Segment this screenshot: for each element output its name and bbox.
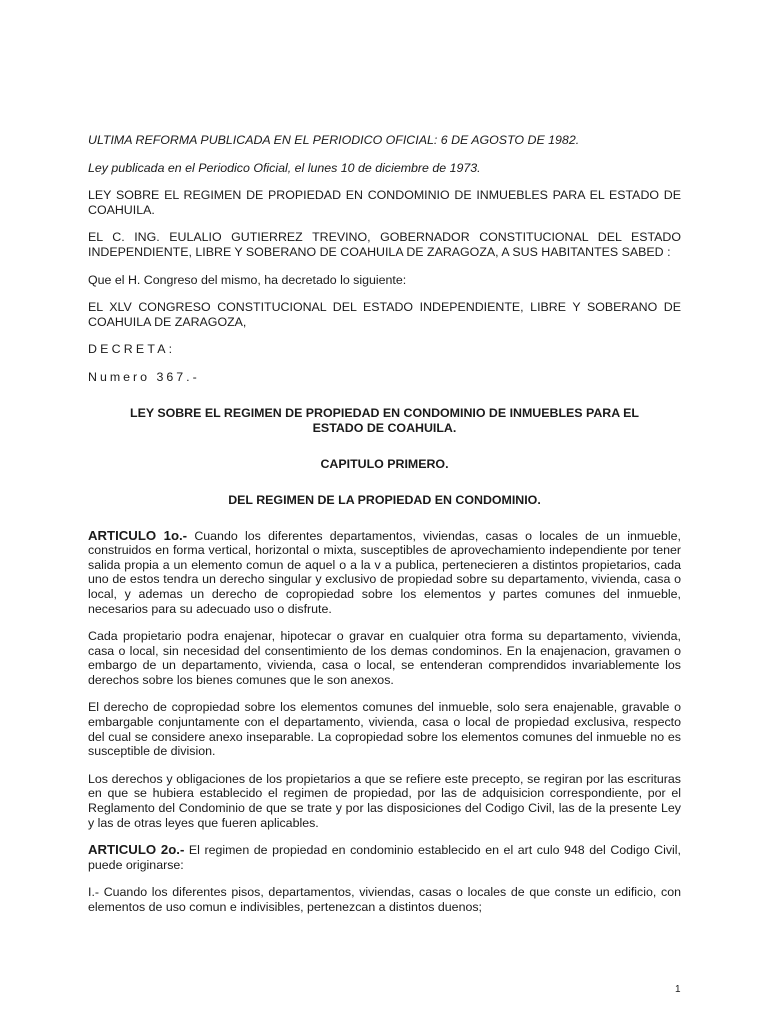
law-name: LEY SOBRE EL REGIMEN DE PROPIEDAD EN CONDOMINIO DE INMUEBLES PARA EL ESTADO DE COAHUILA.	[88, 188, 681, 217]
decree-number: Numero 367.-	[88, 369, 200, 384]
congress-name: EL XLV CONGRESO CONSTITUCIONAL DEL ESTADO INDEPENDIENTE, LIBRE Y SOBERANO DE COAHUILA DE ZARAGOZA,	[88, 300, 681, 329]
paragraph-derechos: Los derechos y obligaciones de los propietarios a que se refiere este precepto, se regiran por las escrituras en que se hubiera establecido el regimen de propiedad, por las de adquisicion correspondiente, por el Reglamento del Condominio de que se trate y por las disposiciones del Codigo Civil, las de la presente Ley y las de otras leyes que fueren aplicables.	[88, 771, 681, 830]
article-2-text: El regimen de propiedad en condominio establecido en el art culo 948 del Codigo Civil, puede originarse:	[88, 843, 681, 872]
article-2	[88, 843, 681, 872]
document-body	[88, 133, 681, 915]
congress-decree: Que el H. Congreso del mismo, ha decretado lo siguiente:	[88, 272, 407, 287]
publication-notice: Ley publicada en el Periodico Oficial, el lunes 10 de diciembre de 1973.	[88, 160, 481, 175]
paragraph-enajenar: Cada propietario podra enajenar, hipotecar o gravar en cualquier otra forma su departamento, vivienda, casa o local, sin necesidad del consentimiento de los demas condominos. En la enajenacion, gravamen o embargo de un departamento, vivienda, casa o local, se entenderan comprendidos invariablemente los derechos sobre los bienes comunes que le son anexos.	[88, 629, 681, 687]
governor-paragraph: EL C. ING. EULALIO GUTIERREZ TREVINO, GOBERNADOR CONSTITUCIONAL DEL ESTADO INDEPENDIENTE, LIBRE Y SOBERANO DE COAHUILA DE ZARAGOZA, A SUS HABITANTES SABED :	[88, 230, 681, 259]
page-number: 1	[675, 984, 681, 995]
reform-notice: ULTIMA REFORMA PUBLICADA EN EL PERIODICO OFICIAL: 6 DE AGOSTO DE 1982.	[88, 133, 580, 147]
decreta-label: DECRETA:	[88, 342, 176, 357]
paragraph-copropiedad: El derecho de copropiedad sobre los elementos comunes del inmueble, solo sera enajenable, gravable o embargable conjuntamente con el departamento, vivienda, casa o local de propiedad exclusiva, respecto del cual se considere anexo inseparable. La copropiedad sobre los elementos comunes del inmueble no es susceptible de division.	[88, 700, 681, 759]
law-title-heading: LEY SOBRE EL REGIMEN DE PROPIEDAD EN CONDOMINIO DE INMUEBLES PARA EL ESTADO DE COAHUILA.	[130, 405, 639, 435]
article-1	[88, 529, 681, 617]
chapter-heading: CAPITULO PRIMERO.	[320, 456, 449, 471]
fraction-one: I.- Cuando los diferentes pisos, departamentos, viviendas, casas o locales de que conste un edificio, con elementos de uso comun e indivisibles, pertenezcan a distintos duenos;	[88, 885, 681, 914]
article-1-text: Cuando los diferentes departamentos, viviendas, casas o locales de un inmueble, construidos en forma vertical, horizontal o mixta, susceptibles de aprovechamiento independiente por tener salida propia a un elemento comun de aquel o a la v a publica, pertenecieren a distintos propietarios, cada uno de estos tendra un derecho singular y exclusivo de propiedad sobre su departamento, vivienda, casa o local, y ademas un derecho de copropiedad sobre los elementos y partes comunes del inmueble, necesarios para su adecuado uso o disfrute.	[88, 528, 681, 616]
article-2-label: ARTICULO 2o.-	[88, 842, 185, 858]
article-1-label: ARTICULO 1o.-	[88, 527, 188, 543]
chapter-subheading: DEL REGIMEN DE LA PROPIEDAD EN CONDOMINIO.	[228, 492, 541, 507]
